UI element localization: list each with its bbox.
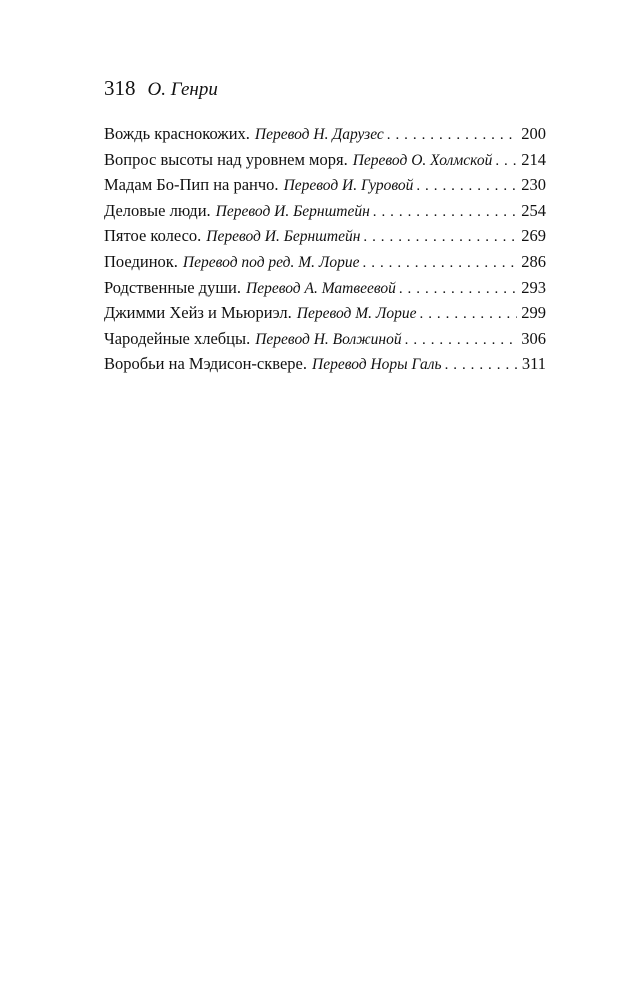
running-header — [104, 76, 218, 101]
toc-entry — [104, 226, 546, 252]
toc-entry-title: Чародейные хлебцы. — [104, 328, 251, 348]
table-of-contents — [104, 124, 546, 380]
toc-entry — [104, 303, 546, 329]
page-number: 318 — [104, 76, 136, 100]
toc-entry-page: 200 — [521, 124, 546, 143]
toc-entry-title: Вождь краснокожих. — [104, 124, 250, 143]
toc-entry-title: Родственные души. — [104, 277, 241, 297]
toc-entry — [104, 252, 546, 278]
dot-leader — [373, 204, 517, 221]
toc-entry-page: 286 — [521, 251, 546, 271]
dot-leader — [416, 178, 517, 195]
toc-entry-page: 299 — [521, 303, 546, 323]
toc-entry-title: Вопрос высоты над уровнем моря. — [104, 149, 348, 169]
toc-entry — [104, 175, 546, 201]
toc-entry-translator: Перевод А. Матвеевой — [246, 279, 396, 297]
toc-entry-translator: Перевод И. Гуровой — [283, 177, 414, 195]
toc-entry-page: 311 — [521, 354, 546, 374]
dot-leader — [420, 306, 518, 323]
toc-entry-translator: Перевод И. Бернштейн — [215, 202, 370, 220]
toc-entry — [104, 329, 546, 355]
toc-entry — [104, 150, 546, 176]
toc-entry — [104, 354, 546, 380]
dot-leader — [445, 357, 518, 374]
toc-entry — [104, 201, 546, 227]
toc-entry-title: Пятое колесо. — [104, 226, 202, 246]
toc-entry-page: 254 — [521, 200, 546, 220]
toc-entry-translator: Перевод Н. Волжиной — [255, 330, 402, 348]
toc-entry-translator: Перевод И. Бернштейн — [206, 228, 361, 246]
toc-entry-translator: Перевод М. Лорие — [296, 305, 417, 323]
toc-entry-page: 230 — [521, 175, 546, 195]
toc-entry-title: Поединок. — [104, 251, 178, 271]
dot-leader — [495, 153, 517, 170]
dot-leader — [399, 281, 517, 298]
toc-entry-page: 269 — [521, 226, 546, 246]
running-head-author: О. Генри — [147, 79, 218, 100]
toc-entry — [104, 278, 546, 304]
toc-entry-page: 214 — [521, 149, 546, 169]
toc-entry-title: Воробьи на Мэдисон-сквере. — [104, 354, 307, 374]
dot-leader — [387, 127, 517, 144]
toc-entry-page: 293 — [521, 277, 546, 297]
toc-entry-title: Джимми Хейз и Мьюриэл. — [104, 303, 292, 323]
toc-entry-translator: Перевод Норы Галь — [312, 356, 442, 374]
toc-entry-title: Мадам Бо-Пип на ранчо. — [104, 175, 279, 195]
toc-entry-title: Деловые люди. — [104, 200, 211, 220]
dot-leader — [363, 229, 517, 246]
toc-entry-translator: Перевод Н. Дарузес — [254, 126, 384, 143]
toc-entry-translator: Перевод О. Холмской — [352, 151, 493, 169]
dot-leader — [363, 255, 518, 272]
dot-leader — [405, 332, 518, 349]
toc-entry-translator: Перевод под ред. М. Лорие — [182, 253, 360, 271]
toc-entry — [104, 124, 546, 150]
toc-entry-page: 306 — [521, 328, 546, 348]
